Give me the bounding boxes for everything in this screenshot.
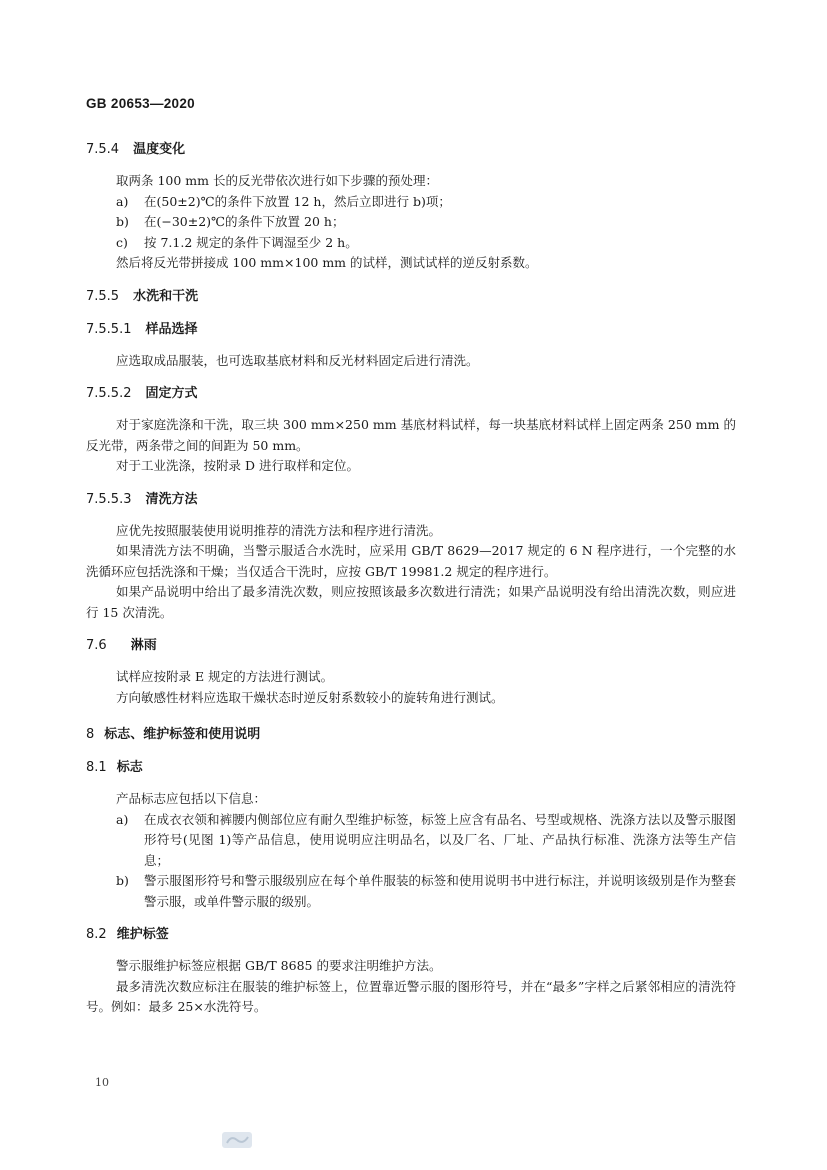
heading-7-5-5: [86, 287, 736, 307]
paragraph: 取两条 100 mm 长的反光带依次进行如下步骤的预处理：: [116, 173, 438, 188]
paragraph: 然后将反光带拼接成 100 mm×100 mm 的试样，测试试样的逆反射系数。: [116, 255, 538, 270]
section-title: 维护标签: [116, 927, 169, 942]
paragraph: 警示服维护标签应根据 GB/T 8685 的要求注明维护方法。: [116, 958, 442, 973]
paragraph: 对于工业洗涤，按附录 D 进行取样和定位。: [116, 458, 359, 473]
list-item: [86, 212, 736, 233]
section-number: 7.5.5.2: [86, 386, 132, 401]
heading-7-5-5-1: [86, 320, 736, 340]
section-number: 7.5.4: [86, 142, 120, 157]
list-marker: a): [116, 193, 129, 209]
section-title: 温度变化: [133, 142, 186, 157]
section-title: 标志: [116, 760, 143, 775]
paragraph: 试样应按附录 E 规定的方法进行测试。: [116, 669, 334, 684]
document-body: [86, 140, 736, 1018]
paragraph: 如果产品说明中给出了最多清洗次数，则应按照该最多次数进行清洗；如果产品说明没有给出清洗次数，则应进行 15 次清洗。: [86, 584, 736, 620]
paragraph: 应选取成品服装，也可选取基底材料和反光材料固定后进行清洗。: [116, 352, 479, 368]
list-text: 在成衣衣领和裤腰内侧部位应有耐久型维护标签，标签上应含有品名、号型或规格、洗涤方法以及警示服图形符号(见图 1)等产品信息，使用说明应注明品名，以及厂名、厂址、产品执行标准、洗涤方法等生产信息；: [144, 811, 736, 868]
section-number: 8: [86, 727, 95, 742]
list-marker: a): [116, 811, 129, 827]
heading-7-5-5-3: [86, 490, 736, 510]
paragraph: 产品标志应包括以下信息：: [116, 791, 267, 806]
paragraph: 方向敏感性材料应选取干燥状态时逆反射系数较小的旋转角进行测试。: [116, 689, 504, 705]
list-marker: b): [116, 214, 129, 229]
list-text: 警示服图形符号和警示服级别应在每个单件服装的标签和使用说明书中进行标注，并说明该级别是作为整套警示服，或单件警示服的级别。: [144, 873, 736, 909]
list-item: [86, 233, 736, 254]
section-title: 固定方式: [145, 386, 198, 401]
section-title: 样品选择: [145, 321, 198, 337]
section-number: 7.6: [86, 638, 107, 653]
standard-number: GB 20653—2020: [86, 96, 195, 111]
section-number: 8.1: [86, 760, 107, 775]
section-title: 清洗方法: [145, 491, 198, 507]
section-title: 淋雨: [130, 638, 157, 653]
section-title: 水洗和干洗: [133, 288, 199, 304]
section-number: 7.5.5.1: [86, 321, 132, 337]
heading-8-1: [86, 758, 736, 778]
section-number: 7.5.5: [86, 288, 120, 304]
list-item: [86, 810, 736, 872]
list-marker: c): [116, 234, 128, 250]
paragraph: 如果清洗方法不明确，当警示服适合水洗时，应采用 GB/T 8629—2017 规定的 6 N 程序进行，一个完整的水洗循环应包括洗涤和干燥；当仅适合干洗时，应按 GB/T 19981.2 规定的程序进行。: [86, 543, 736, 579]
section-number: 8.2: [86, 927, 107, 942]
list-text: 在(−30±2)℃的条件下放置 20 h；: [144, 214, 345, 229]
page-number: 10: [95, 1076, 109, 1089]
paragraph: 对于家庭洗涤和干洗，取三块 300 mm×250 mm 基底材料试样，每一块基底材料试样上固定两条 250 mm 的反光带，两条带之间的间距为 50 mm。: [86, 417, 736, 453]
list-text: 按 7.1.2 规定的条件下调湿至少 2 h。: [144, 234, 358, 250]
heading-7-5-4: [86, 140, 736, 160]
list-marker: b): [116, 873, 129, 888]
list-text: 在(50±2)℃的条件下放置 12 h，然后立即进行 b)项；: [144, 193, 451, 209]
heading-8: [86, 725, 736, 745]
paragraph: 最多清洗次数应标注在服装的维护标签上，位置靠近警示服的图形符号，并在“最多”字样之后紧邻相应的清洗符号。例如：最多 25×水洗符号。: [86, 978, 736, 1014]
list-item: [86, 192, 736, 213]
heading-7-6: [86, 636, 736, 656]
list-item: [86, 871, 736, 912]
section-title: 标志、维护标签和使用说明: [104, 727, 261, 742]
paragraph: 应优先按照服装使用说明推荐的清洗方法和程序进行清洗。: [116, 522, 442, 538]
section-number: 7.5.5.3: [86, 491, 132, 507]
heading-7-5-5-2: [86, 384, 736, 404]
sac-logo-icon: [221, 1131, 253, 1149]
heading-8-2: [86, 925, 736, 945]
